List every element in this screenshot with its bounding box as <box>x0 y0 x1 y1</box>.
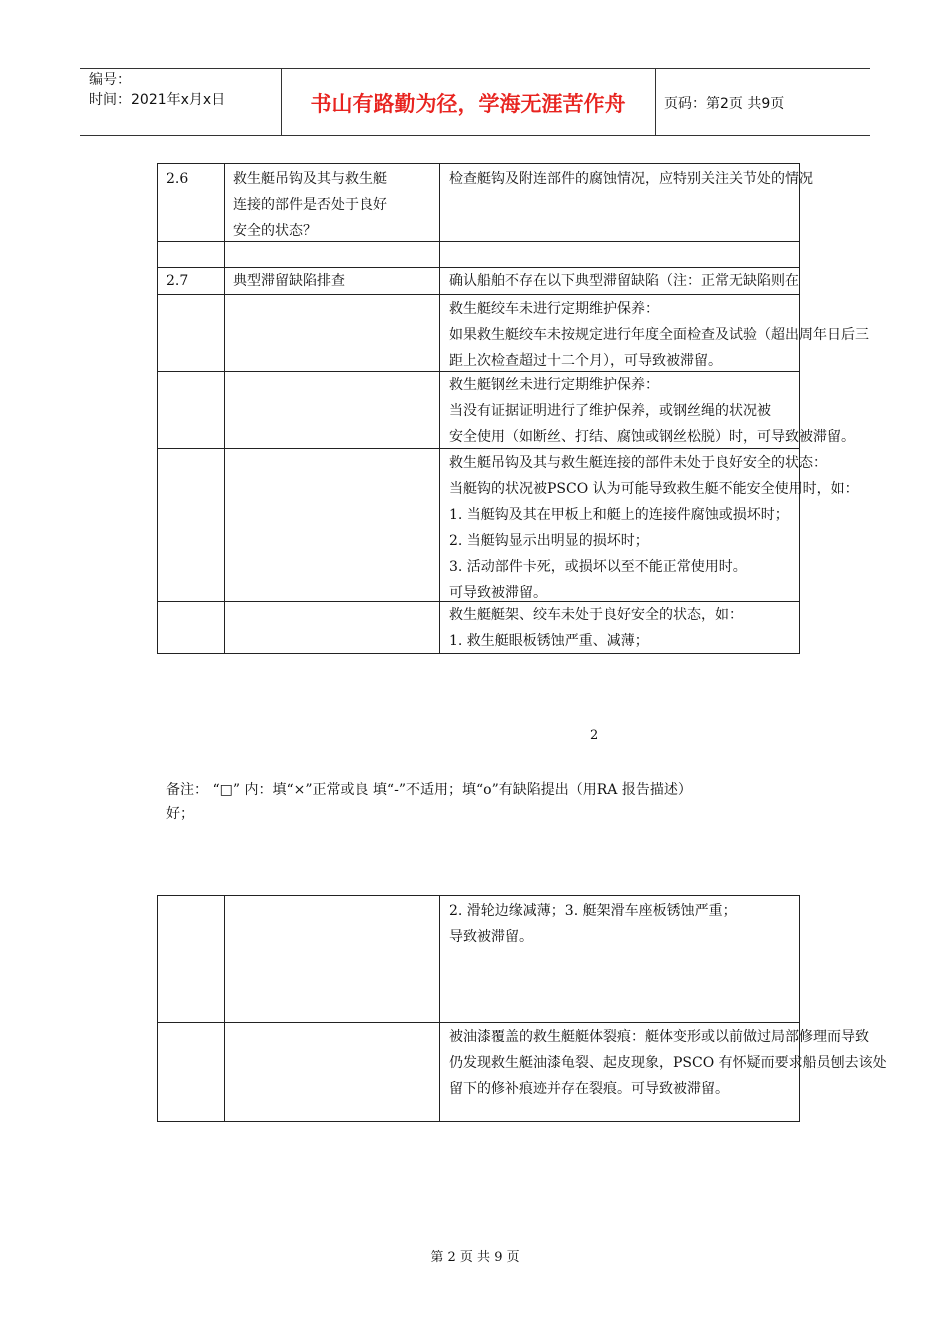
document-number-label: 编号： <box>89 72 131 88</box>
table-rule <box>439 163 440 654</box>
row-description-line: 当艇钩的状况被PSCO 认为可能导致救生艇不能安全使用时，如： <box>449 481 859 497</box>
row-description-line: 确认船舶不存在以下典型滞留缺陷（注：正常无缺陷则在 <box>449 273 799 289</box>
row-description-line: 2. 当艇钩显示出明显的损坏时； <box>449 533 649 549</box>
row-description-line: 救生艇吊钩及其与救生艇连接的部件未处于良好安全的状态： <box>449 455 827 471</box>
row-description <box>449 166 813 192</box>
row-item-line: 典型滞留缺陷排查 <box>233 273 345 289</box>
header-bottom-rule <box>80 135 870 136</box>
row-description-line: 导致被滞留。 <box>449 929 533 945</box>
row-description-line: 可导致被滞留。 <box>449 585 547 601</box>
page-number-mid: 2 <box>590 728 599 743</box>
row-description-line: 距上次检查超过十二个月），可导致被滞留。 <box>449 353 722 369</box>
remark-line: 备注： “□” 内：填“×”正常或良 填“-”不适用；填“o”有缺陷提出（用RA 报告描述） <box>166 782 692 798</box>
row-description-line: 被油漆覆盖的救生艇艇体裂痕：艇体变形或以前做过局部修理而导致 <box>449 1029 869 1045</box>
table-rule <box>157 1022 800 1023</box>
header-divider <box>655 68 656 136</box>
row-item <box>233 166 387 244</box>
table-rule <box>157 1121 440 1122</box>
page-footer: 第 2 页 共 9 页 <box>430 1250 520 1265</box>
row-description-line: 留下的修补痕迹并存在裂痕。可导致被滞留。 <box>449 1081 729 1097</box>
row-description-line: 检查艇钩及附连部件的腐蚀情况，应特别关注关节处的情况 <box>449 171 813 187</box>
row-description <box>449 372 855 450</box>
table-rule <box>157 895 158 1122</box>
row-description-line: 1. 救生艇眼板锈蚀严重、减薄； <box>449 633 649 649</box>
table-rule <box>157 895 800 896</box>
row-description-line: 如果救生艇绞车未按规定进行年度全面检查及试验（超出周年日后三 <box>449 327 869 343</box>
header-top-rule <box>80 68 870 69</box>
row-description-line: 仍发现救生艇油漆龟裂、起皮现象，PSCO 有怀疑而要求船员刨去该处 <box>449 1055 887 1071</box>
row-description <box>449 450 859 606</box>
row-description <box>449 898 737 950</box>
row-description <box>449 268 799 294</box>
row-description <box>449 1024 887 1102</box>
row-description <box>449 602 743 654</box>
table-rule <box>224 895 225 1122</box>
remark-line: 好； <box>166 806 194 822</box>
row-description-line: 救生艇钢丝未进行定期维护保养： <box>449 377 659 393</box>
table-rule <box>439 1121 800 1122</box>
row-description-line: 3. 活动部件卡死，或损坏以至不能正常使用时。 <box>449 559 747 575</box>
row-item-line: 救生艇吊钩及其与救生艇 <box>233 171 387 187</box>
table-rule <box>224 163 225 654</box>
row-item-line: 连接的部件是否处于良好 <box>233 197 387 213</box>
header-motto: 书山有路勤为径，学海无涯苦作舟 <box>310 92 626 116</box>
row-description-line: 救生艇绞车未进行定期维护保养： <box>449 301 659 317</box>
row-item <box>233 268 345 294</box>
row-description-line: 1. 当艇钩及其在甲板上和艇上的连接件腐蚀或损坏时； <box>449 507 789 523</box>
row-description <box>449 296 869 374</box>
table-rule <box>439 895 440 1122</box>
header-page-label: 页码：第2页 共9页 <box>664 96 785 112</box>
row-description-line: 当没有证据证明进行了维护保养，或钢丝绳的状况被 <box>449 403 771 419</box>
document-date: 时间：2021年x月x日 <box>89 92 226 108</box>
row-item-line: 安全的状态？ <box>233 223 317 239</box>
row-number: 2.6 <box>166 171 189 187</box>
table-rule <box>157 294 800 295</box>
row-number: 2.7 <box>166 273 189 289</box>
row-description-line: 2. 滑轮边缘减薄；3. 艇架滑车座板锈蚀严重； <box>449 903 737 919</box>
table-rule <box>157 163 800 164</box>
row-description-line: 安全使用（如断丝、打结、腐蚀或钢丝松脱）时，可导致被滞留。 <box>449 429 855 445</box>
table-rule <box>157 163 158 654</box>
row-description-line: 救生艇艇架、绞车未处于良好安全的状态，如： <box>449 607 743 623</box>
